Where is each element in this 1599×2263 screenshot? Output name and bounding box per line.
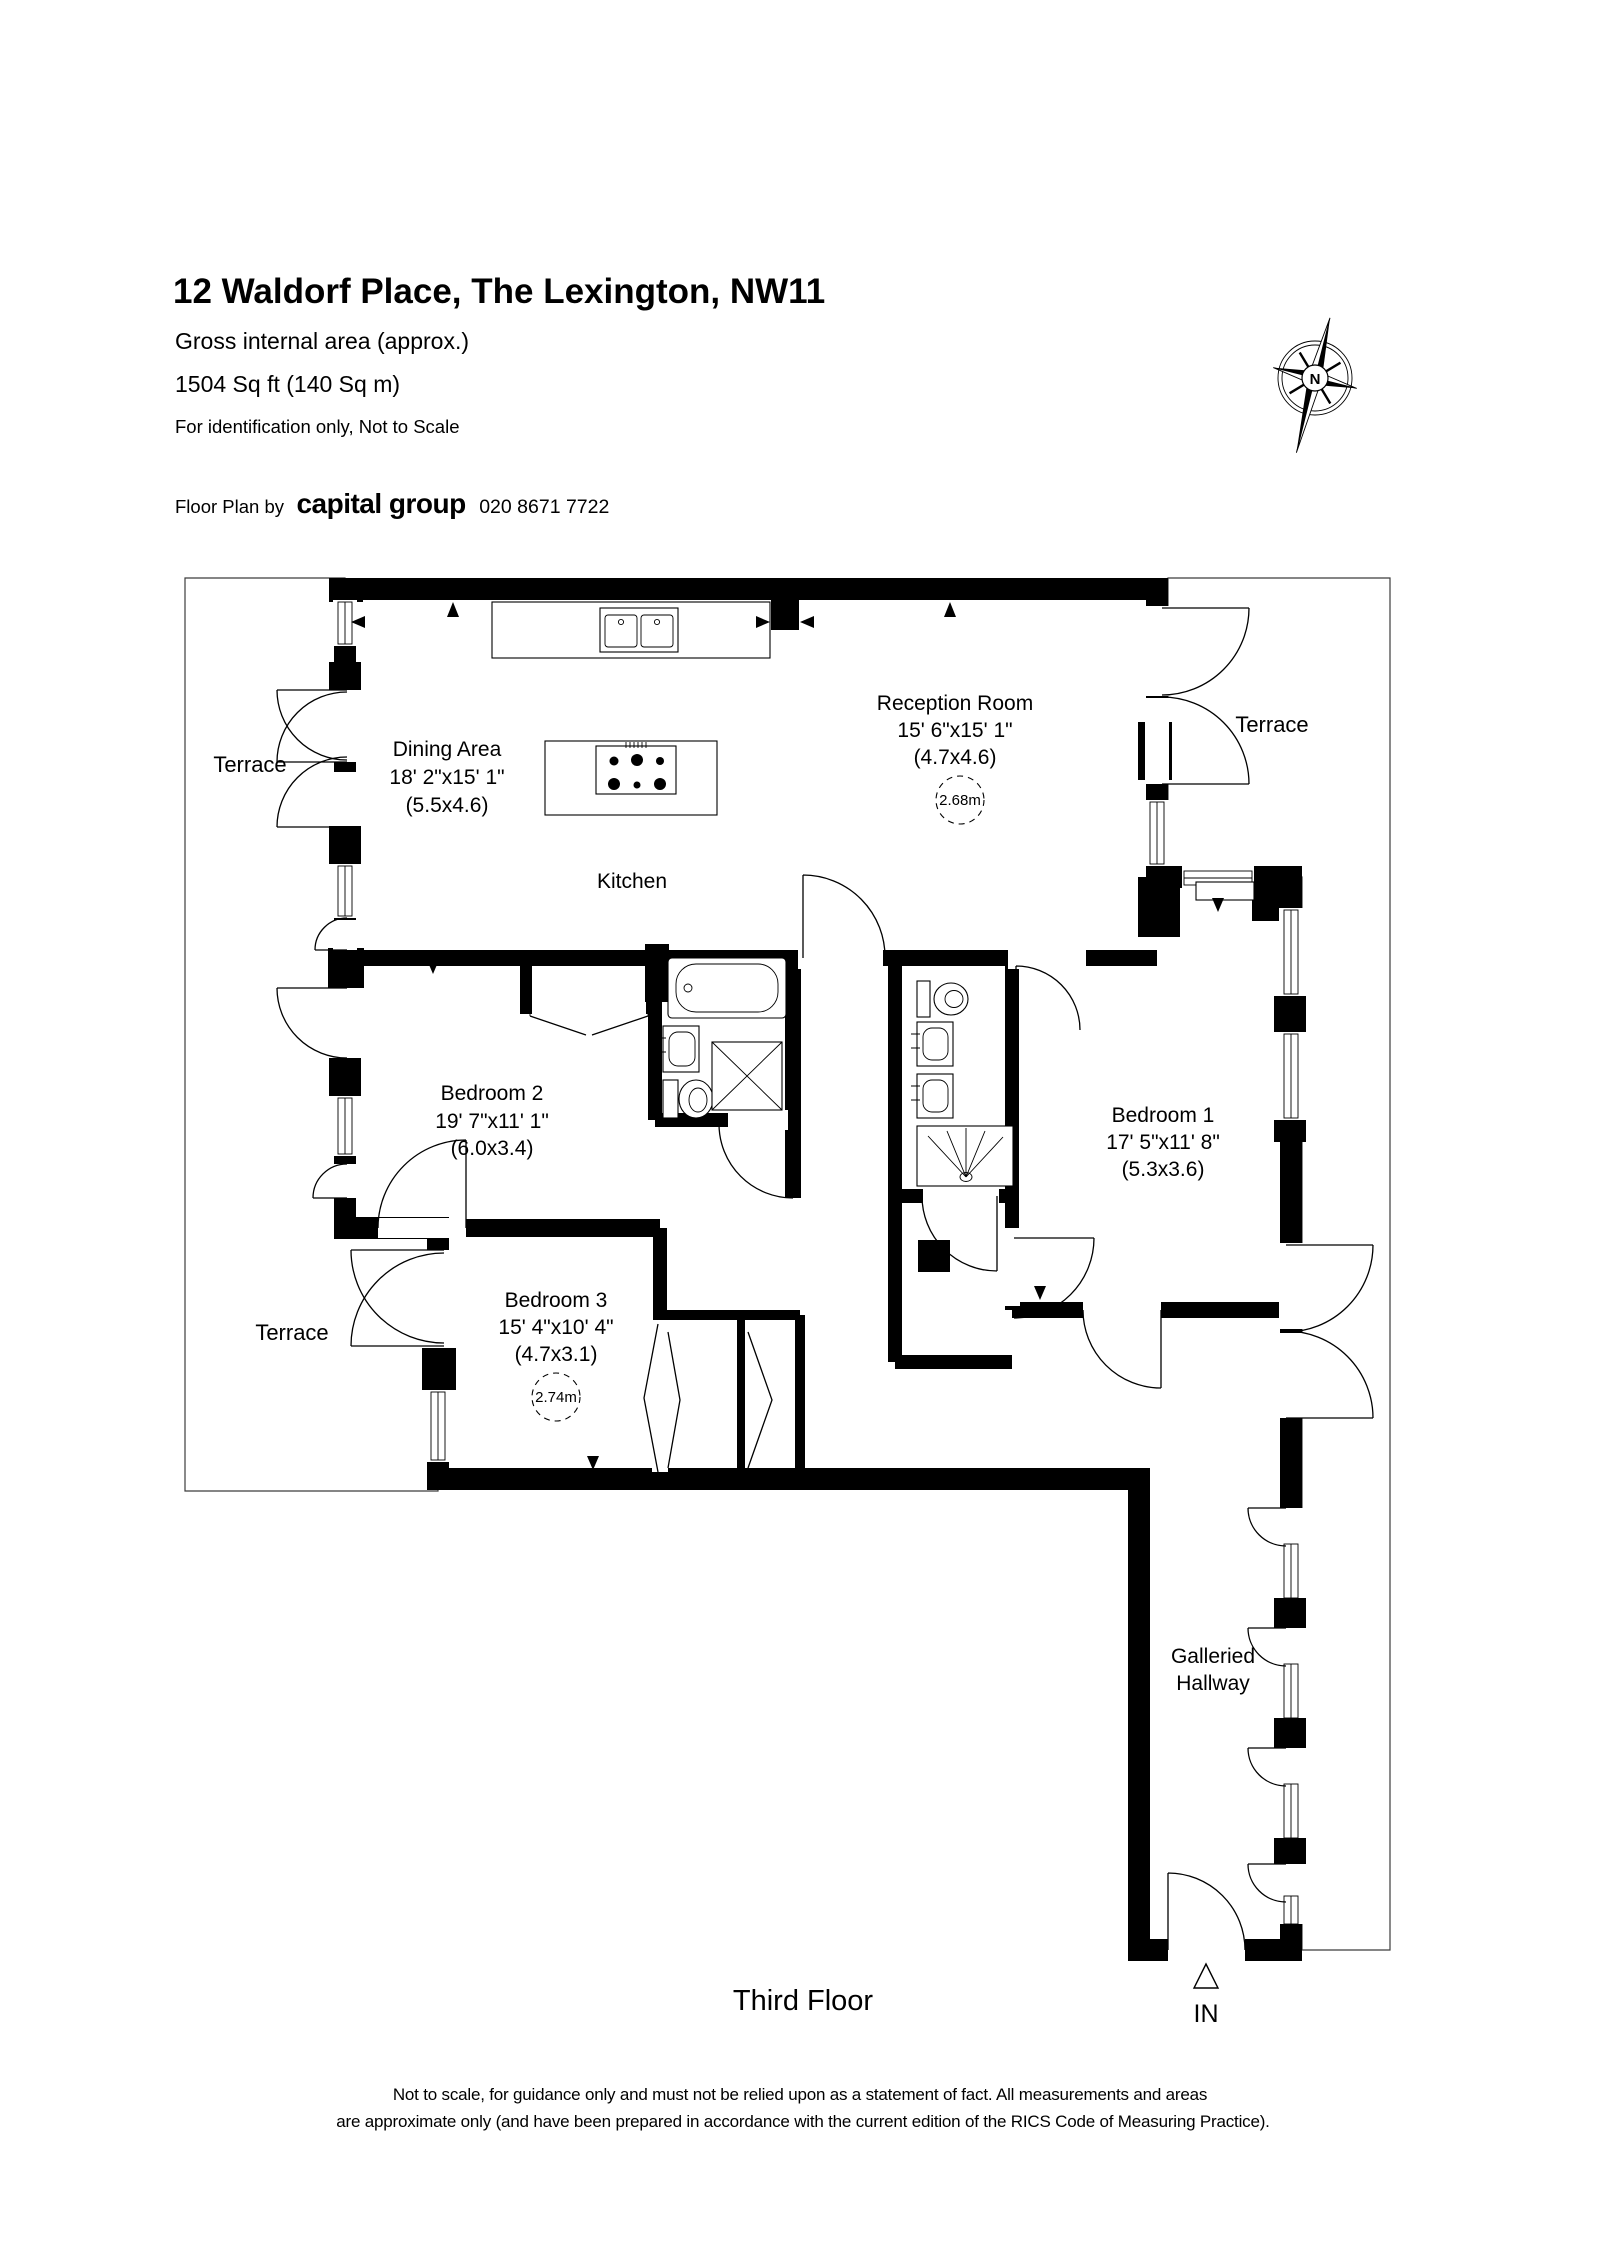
- window: [338, 1098, 352, 1154]
- structural-column: [918, 1240, 950, 1272]
- jog-sill: [1196, 882, 1254, 900]
- toilet-icon: [663, 1080, 713, 1118]
- terrace-label: Terrace: [1235, 712, 1309, 737]
- window: [1150, 802, 1164, 864]
- entrance-label: IN: [1193, 2000, 1219, 2028]
- ensuite-shower-icon: [917, 1126, 1013, 1186]
- room-label-hallway: [1171, 1645, 1255, 1695]
- window: [1284, 910, 1298, 994]
- shower-icon: [712, 1042, 782, 1110]
- room-name: Bedroom 3: [504, 1289, 608, 1312]
- window: [1284, 1034, 1298, 1118]
- terrace-label: Terrace: [213, 752, 287, 777]
- room-name-line1: Galleried: [1170, 1645, 1256, 1668]
- ensuite-basin-icon: [911, 1022, 953, 1066]
- room-label-bedroom2: [435, 1082, 549, 1160]
- entrance-marker: [1194, 1964, 1219, 2028]
- ensuite-toilet-icon: [917, 981, 968, 1017]
- compass-rose-icon: [1255, 307, 1372, 463]
- bathtub-icon: [668, 958, 786, 1018]
- brand-logo: capital group: [296, 488, 466, 519]
- room-name: Bedroom 2: [440, 1082, 544, 1105]
- room-dims: 15' 4"x10' 4": [498, 1316, 614, 1339]
- hob-icon: [596, 742, 676, 794]
- window: [338, 866, 352, 916]
- room-name: Dining Area: [392, 738, 502, 761]
- scale-note: For identification only, Not to Scale: [175, 416, 460, 437]
- room-metric: (6.0x3.4): [450, 1137, 534, 1160]
- room-metric: (4.7x3.1): [514, 1343, 598, 1366]
- room-dims: 18' 2"x15' 1": [389, 766, 505, 789]
- room-label-reception: [877, 692, 1033, 824]
- page-title: 12 Waldorf Place, The Lexington, NW11: [173, 272, 826, 311]
- room-name: Bedroom 1: [1111, 1104, 1215, 1127]
- room-metric: (4.7x4.6): [913, 746, 997, 769]
- room-label-dining: [389, 738, 504, 817]
- window: [338, 602, 352, 644]
- room-metric: (5.3x3.6): [1121, 1158, 1205, 1181]
- floor-label: Third Floor: [732, 1985, 874, 2017]
- ensuite-basin-icon: [911, 1074, 953, 1118]
- credit-prefix: Floor Plan by: [175, 496, 284, 517]
- room-dims: 17' 5"x11' 8": [1106, 1131, 1220, 1154]
- footer-disclaimer: [336, 2085, 1269, 2131]
- footer-line2: are approximate only (and have been prepared in accordance with the current edition of the RICS Code of Measuring Practice).: [336, 2112, 1270, 2131]
- bathroom-door-arc: [719, 1124, 793, 1198]
- closet-bifold: [748, 1332, 772, 1468]
- terrace-left: [185, 578, 438, 1491]
- room-name: Reception Room: [876, 692, 1034, 715]
- basin-icon: [659, 1026, 699, 1072]
- closet-bifold: [668, 1332, 680, 1468]
- bedroom1-door-arc: [1016, 966, 1080, 1030]
- window: [1284, 1664, 1298, 1718]
- reception-terrace-doors: [1162, 608, 1249, 784]
- room-label-bedroom1: [1106, 1104, 1220, 1181]
- room-name-line2: Hallway: [1176, 1672, 1250, 1695]
- room-metric: (5.5x4.6): [405, 794, 489, 817]
- hall-door-arc: [1083, 1310, 1161, 1388]
- ceiling-height: 2.68m: [939, 792, 981, 809]
- header: [173, 272, 825, 519]
- terrace-label: Terrace: [255, 1320, 329, 1345]
- kitchen-sink-icon: [600, 608, 678, 652]
- window: [1284, 1544, 1298, 1598]
- bedroom2-double-door: [530, 1010, 648, 1035]
- gross-area-value: 1504 Sq ft (140 Sq m): [175, 371, 401, 397]
- room-dims: 15' 6"x15' 1": [897, 719, 1013, 742]
- gross-area-label: Gross internal area (approx.): [175, 328, 470, 354]
- window: [1284, 1896, 1298, 1924]
- ceiling-height: 2.74m: [535, 1389, 577, 1406]
- kitchen-door-arc: [803, 875, 885, 958]
- window: [431, 1392, 445, 1460]
- credit-phone: 020 8671 7722: [479, 496, 610, 518]
- footer-line1: Not to scale, for guidance only and must not be relied upon as a statement of fact. All measurements and areas: [392, 2085, 1208, 2104]
- room-label-kitchen: Kitchen: [596, 870, 668, 893]
- compass-north-label: N: [1309, 371, 1321, 388]
- credit-line: [175, 488, 609, 519]
- kitchen-counter: [492, 602, 770, 658]
- room-dims: 19' 7"x11' 1": [435, 1110, 549, 1133]
- room-label-bedroom3: [498, 1289, 613, 1421]
- window: [1284, 1784, 1298, 1838]
- kitchen-island: [545, 741, 717, 815]
